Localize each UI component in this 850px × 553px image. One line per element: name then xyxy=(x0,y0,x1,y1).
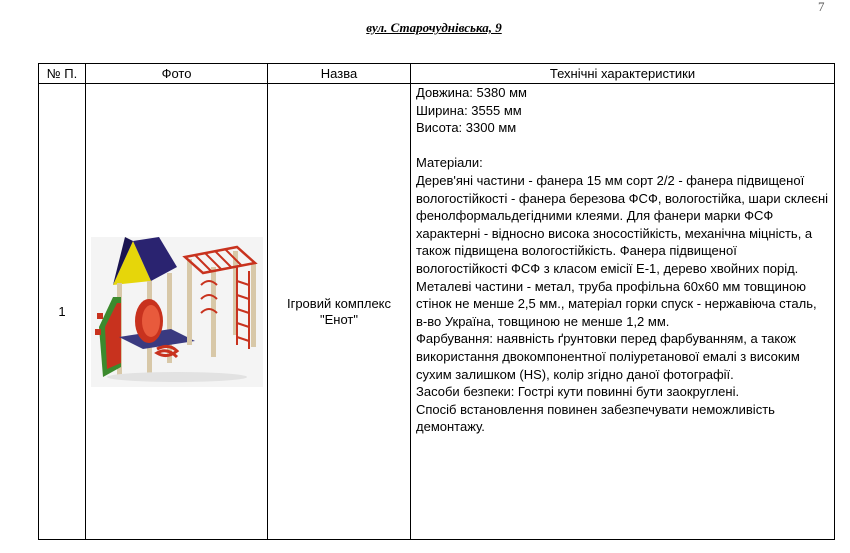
spec-materials-line: Дерев'яні частини - фанера 15 мм сорт 2/2 - фанера підвищеної xyxy=(416,172,805,188)
spec-materials-line: Спосіб встановлення повинен забезпечувати неможливість xyxy=(416,401,775,417)
product-name-line1: Ігровий комплекс xyxy=(286,295,392,311)
equipment-table xyxy=(38,63,835,540)
address-heading: вул. Старочуднівська, 9 xyxy=(366,20,502,35)
playground-photo xyxy=(91,237,263,387)
spec-height: Висота: 3300 мм xyxy=(416,120,517,136)
spec-materials-line: також підвищена вологостійкість. Фанера підвищеної xyxy=(416,243,737,259)
spec-materials-line: Засоби безпеки: Гострі кути повинні бути заокруглені. xyxy=(416,384,740,400)
spec-materials-line: Фарбування: наявність ґрунтовки перед фарбуванням, а також xyxy=(416,331,796,347)
spec-width: Ширина: 3555 мм xyxy=(416,102,522,118)
product-name xyxy=(268,84,411,540)
header-number: № П. xyxy=(39,64,86,84)
spec-materials-line: в-во Україна, товщиною не менше 1,2 мм. xyxy=(416,313,670,329)
spec-materials-line: демонтажу. xyxy=(416,419,485,435)
spec-materials-line: використання двокомпонентної поліуретанової емалі з високим xyxy=(416,348,800,364)
spec-materials-line: сухим залишком (HS), колір згідно даної фотографії. xyxy=(416,366,734,382)
spec-materials-line: стінок не менше 2,5 мм., матеріал горки спуск - нержавіюча сталь, xyxy=(416,296,817,312)
spec-materials-line: вологостійкості - фанера березова ФСФ, вологостійка, шари склеєні xyxy=(416,190,829,206)
row-number: 1 xyxy=(39,84,86,540)
spec-spacer xyxy=(416,137,834,155)
photo-cell xyxy=(86,84,268,540)
specs-cell xyxy=(411,84,835,540)
spec-materials-line: фенолформальдегідними клеями. Для фанери марки ФСФ xyxy=(416,208,774,224)
spec-length: Довжина: 5380 мм xyxy=(416,85,527,100)
product-name-line2: "Енот" xyxy=(320,311,358,327)
spec-materials-line: Металеві частини - метал, труба профільна 60х60 мм товщиною xyxy=(416,278,807,294)
table-row xyxy=(39,84,835,540)
header-name: Назва xyxy=(268,64,411,84)
page-number: 7 xyxy=(818,0,825,14)
header-photo: Фото xyxy=(86,64,268,84)
table-header-row xyxy=(39,64,835,84)
spec-materials-line: характерні - відносно висока зносостійкість, механічна міцність, а xyxy=(416,225,813,241)
header-specs: Технічні характеристики xyxy=(411,64,835,84)
spec-materials-line: вологостійкості ФСФ з класом емісії Е-1, дерево хвойних порід. xyxy=(416,260,799,276)
spec-materials-title: Матеріали: xyxy=(416,155,483,171)
